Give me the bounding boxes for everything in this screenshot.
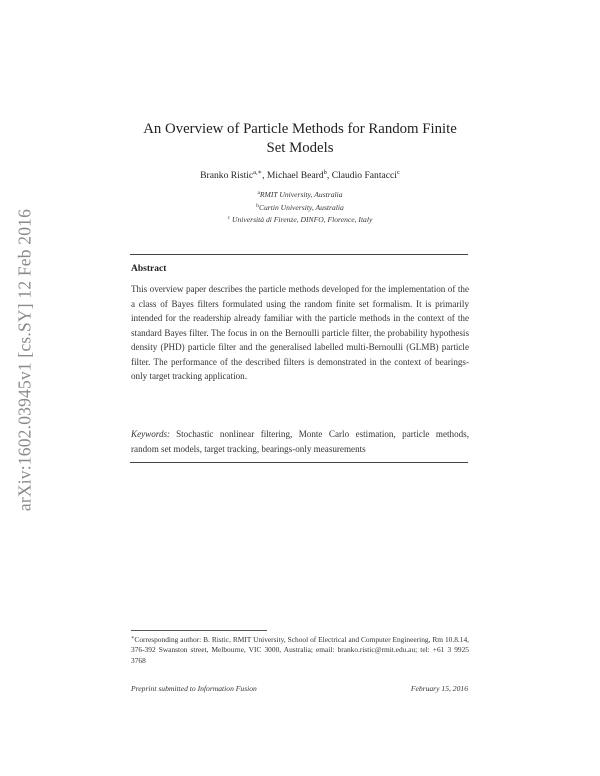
author-name: Claudio Fantacci <box>331 170 397 181</box>
title-line-1: An Overview of Particle Methods for Random Finite <box>143 121 457 137</box>
arxiv-stamp-text: arXiv:1602.03945v1 [cs.SY] 12 Feb 2016 <box>14 208 35 512</box>
author-mark: c <box>396 169 400 176</box>
author-mark: b <box>323 169 327 176</box>
author-name: Branko Ristic <box>200 170 254 181</box>
author-mark: a,∗ <box>253 169 263 176</box>
abstract-bottom-rule <box>130 462 468 463</box>
keywords-label: Keywords: <box>131 429 171 439</box>
arxiv-side-stamp <box>14 175 36 545</box>
footnote-rule <box>131 630 267 631</box>
author-name: Michael Beard <box>266 170 324 181</box>
footer-date: February 15, 2016 <box>410 684 468 693</box>
affiliation-item: $^c$ Università di Firenze, DINFO, Florence, Italy <box>227 215 373 224</box>
title-line-2: Set Models <box>266 140 334 156</box>
keywords <box>131 427 469 456</box>
footnote-mark: ∗ <box>131 636 135 641</box>
author-list: Branko Ristic$^{a,∗}$, Michael Beard$^b$, Claudio Fantacci$^c$ <box>200 169 400 181</box>
paper-title <box>120 120 480 158</box>
corresponding-author-footnote <box>131 634 469 666</box>
footnote-text: Corresponding author: B. Ristic, RMIT University, School of Electrical and Computer Engineering, Rm 10.8.14, 376-392 Swanston street, Melbourne, VIC 3000, Australia; email: branko.ristic@rmit.edu.au; tel: +61 3 9925 3768 <box>131 635 469 665</box>
abstract-text: This overview paper describes the particle methods developed for the implementation of the a class of Bayes filters formulated using the random finite set formalism. It is primarily intended for the readership already familiar with the particle methods in the context of the standard Bayes filter. The focus in on the Bernoulli particle filter, the probability hypothesis density (PHD) particle filter and the generalised labelled multi-Bernoulli (GLMB) particle filter. The performance of the described filters is demonstrated in the context of bearings-only target tracking application. <box>131 284 469 381</box>
preprint-note: Preprint submitted to Information Fusion <box>131 684 257 693</box>
affiliation-list <box>120 188 480 226</box>
abstract-heading: Abstract <box>131 264 167 274</box>
abstract-top-rule <box>130 254 468 255</box>
affiliation-item: $^a$RMIT University, Australia <box>257 190 343 199</box>
affiliation-item: $^b$Curtin University, Australia <box>256 202 344 212</box>
keywords-text: Stochastic nonlinear filtering, Monte Carlo estimation, particle methods, random set models, target tracking, bearings-only measurements <box>131 429 469 454</box>
